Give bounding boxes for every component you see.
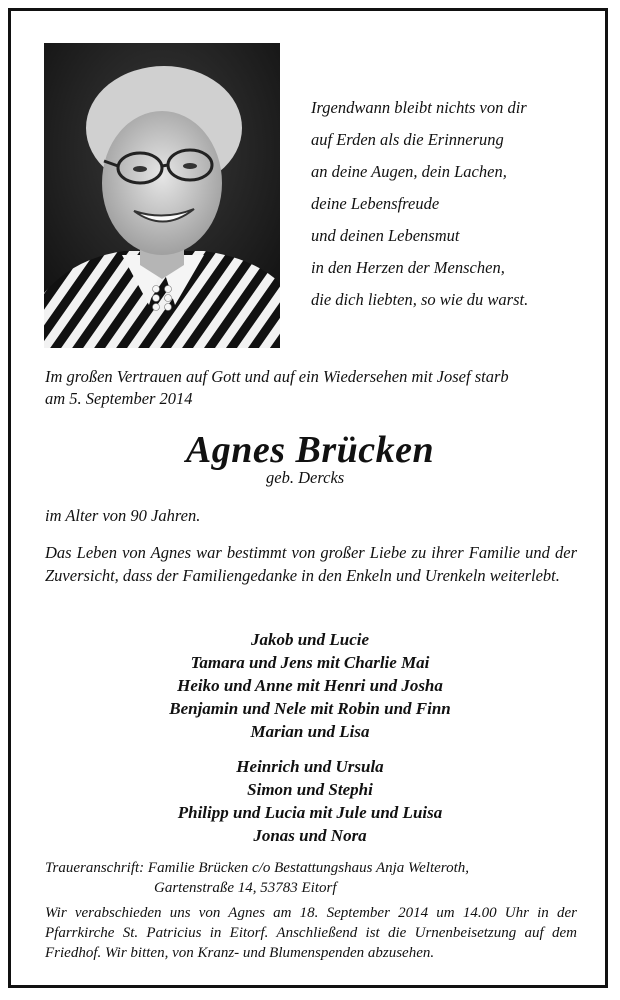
family-line: Marian und Lisa: [250, 722, 370, 741]
maiden-name: geb. Dercks: [266, 468, 345, 487]
poem-line: und deinen Lebensmut: [311, 226, 460, 245]
family-group-2: [0, 755, 620, 847]
poem-line: an deine Augen, dein Lachen,: [311, 162, 507, 181]
portrait-photo: [44, 43, 280, 348]
poem: [311, 92, 528, 316]
address-line: Traueranschrift: Familie Brücken c/o Bestattungshaus Anja Welteroth,: [45, 860, 469, 876]
family-line: Jakob und Lucie: [250, 630, 370, 649]
mourning-address: [45, 858, 469, 898]
family-group-1: [0, 628, 620, 743]
age-text: im Alter von 90 Jahren.: [45, 506, 201, 525]
farewell-text: Wir verabschieden uns von Agnes am 18. September 2014 um 14.00 Uhr in der Pfarrkirche St. Patricius in Eitorf. Anschließend ist die Urnenbeisetzung auf dem Friedhof. Wir bitten, von Kranz- und Blumenspenden abzusehen.: [45, 905, 577, 961]
portrait-illustration: [44, 43, 280, 348]
family-line: Benjamin und Nele mit Robin und Finn: [169, 699, 451, 718]
family-line: Tamara und Jens mit Charlie Mai: [190, 653, 430, 672]
poem-line: die dich liebten, so wie du warst.: [311, 290, 529, 309]
intro-line: Im großen Vertrauen auf Gott und auf ein Wiedersehen mit Josef starb: [45, 367, 509, 386]
poem-line: auf Erden als die Erinnerung: [311, 130, 504, 149]
address-line: Gartenstraße 14, 53783 Eitorf: [154, 880, 337, 896]
family-line: Jonas und Nora: [253, 826, 367, 845]
family-line: Heinrich und Ursula: [236, 757, 384, 776]
family-line: Heiko und Anne mit Henri und Josha: [177, 676, 443, 695]
poem-line: Irgendwann bleibt nichts von dir: [311, 98, 527, 117]
life-text: Das Leben von Agnes war bestimmt von großer Liebe zu ihrer Familie und der Zuversicht, dass der Familiengedanke in den Enkeln und Urenkeln weiterlebt.: [45, 543, 577, 585]
family-line: Simon und Stephi: [247, 780, 373, 799]
deceased-name: Agnes Brücken: [185, 429, 435, 471]
poem-line: in den Herzen der Menschen,: [311, 258, 505, 277]
poem-line: deine Lebensfreude: [311, 194, 440, 213]
family-line: Philipp und Lucia mit Jule und Luisa: [177, 803, 443, 822]
intro-line: am 5. September 2014: [45, 389, 193, 408]
intro-text: [45, 366, 577, 410]
